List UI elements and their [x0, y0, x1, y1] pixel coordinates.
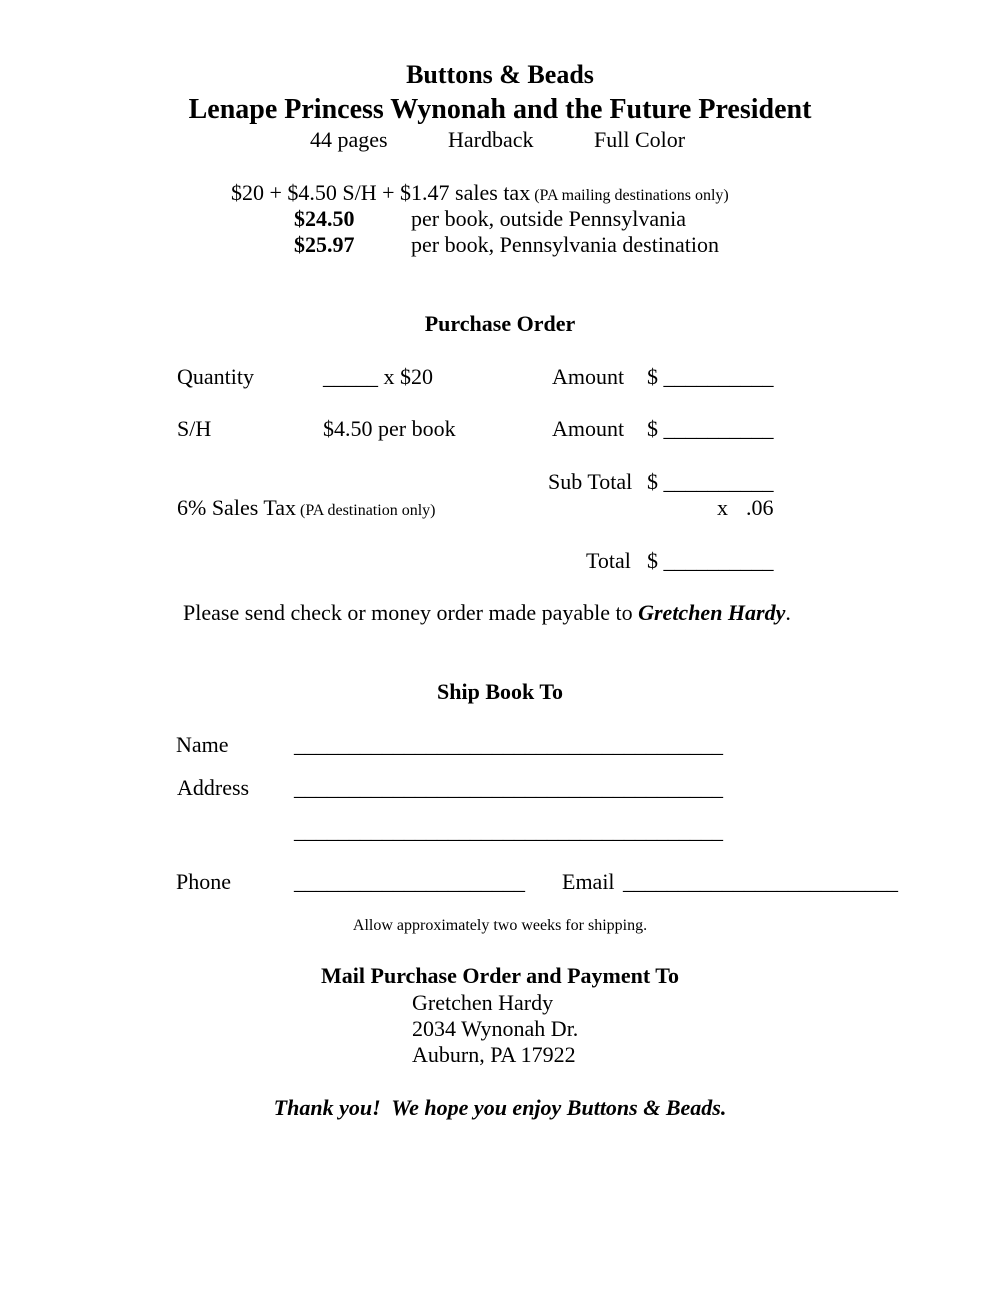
address-field-2[interactable]: _______________________________________: [294, 818, 723, 843]
payee-name: Gretchen Hardy: [638, 600, 786, 625]
quantity-field[interactable]: [323, 366, 433, 388]
dollar-sign: $: [647, 364, 658, 389]
subtotal-label: Sub Total: [548, 469, 633, 494]
mail-line-street: 2034 Wynonah Dr.: [412, 1016, 579, 1041]
sales-tax-label: [177, 497, 435, 519]
sh-label: S/H: [177, 416, 212, 441]
quantity-times: x: [383, 364, 395, 389]
amount-blank[interactable]: __________: [663, 416, 774, 441]
price-formula: [231, 182, 729, 204]
shipping-note: Allow approximately two weeks for shipping.: [352, 917, 648, 934]
sales-tax-text: 6% Sales Tax: [177, 495, 297, 520]
name-field[interactable]: _______________________________________: [294, 732, 723, 757]
quantity-label: Quantity: [177, 364, 254, 389]
tax-times: x: [717, 495, 728, 520]
price-formula-text: $20 + $4.50 S/H + $1.47 sales tax: [231, 180, 531, 205]
payment-instruction: [183, 602, 791, 624]
quantity-price: $20: [400, 364, 433, 389]
dollar-sign: $: [647, 548, 658, 573]
email-field[interactable]: _________________________: [623, 869, 898, 894]
closing-message: Thank you! We hope you enjoy Buttons & Beads.: [273, 1095, 727, 1120]
outside-price-desc: per book, outside Pennsylvania: [411, 206, 686, 231]
phone-label: Phone: [176, 869, 231, 894]
spec-color: Full Color: [594, 127, 686, 152]
sales-tax-note: (PA destination only): [300, 502, 436, 519]
phone-field[interactable]: _____________________: [294, 869, 525, 894]
sh-amount-field[interactable]: [647, 418, 774, 440]
total-label: Total: [586, 548, 631, 573]
spec-pages: 44 pages: [310, 127, 388, 152]
price-formula-note: (PA mailing destinations only): [534, 187, 729, 204]
sh-amount-label: Amount: [552, 416, 625, 441]
dollar-sign: $: [647, 469, 658, 494]
book-subtitle: Lenape Princess Wynonah and the Future President: [188, 94, 812, 125]
amount-blank[interactable]: __________: [663, 548, 774, 573]
ship-heading: Ship Book To: [437, 679, 563, 704]
sh-rate: $4.50 per book: [323, 416, 456, 441]
subtotal-field[interactable]: [647, 471, 774, 493]
mail-line-name: Gretchen Hardy: [412, 990, 554, 1015]
amount-blank[interactable]: __________: [663, 469, 774, 494]
name-label: Name: [176, 732, 229, 757]
address-label: Address: [177, 775, 250, 800]
email-label: Email: [562, 869, 615, 894]
spec-binding: Hardback: [448, 127, 534, 152]
purchase-order-heading: Purchase Order: [424, 311, 576, 336]
payment-period: .: [785, 600, 791, 625]
quantity-amount-label: Amount: [552, 364, 625, 389]
dollar-sign: $: [647, 416, 658, 441]
quantity-blank[interactable]: _____: [323, 364, 378, 389]
mail-line-city: Auburn, PA 17922: [412, 1042, 576, 1067]
pa-price: $25.97: [294, 232, 355, 257]
quantity-amount-field[interactable]: [647, 366, 774, 388]
amount-blank[interactable]: __________: [663, 364, 774, 389]
address-field-1[interactable]: _______________________________________: [294, 775, 723, 800]
total-field[interactable]: [647, 550, 774, 572]
tax-rate: .06: [746, 495, 774, 520]
payment-text: Please send check or money order made payable to: [183, 600, 633, 625]
outside-price: $24.50: [294, 206, 355, 231]
mail-heading: Mail Purchase Order and Payment To: [321, 963, 679, 988]
book-title: Buttons & Beads: [406, 60, 594, 89]
pa-price-desc: per book, Pennsylvania destination: [411, 232, 719, 257]
